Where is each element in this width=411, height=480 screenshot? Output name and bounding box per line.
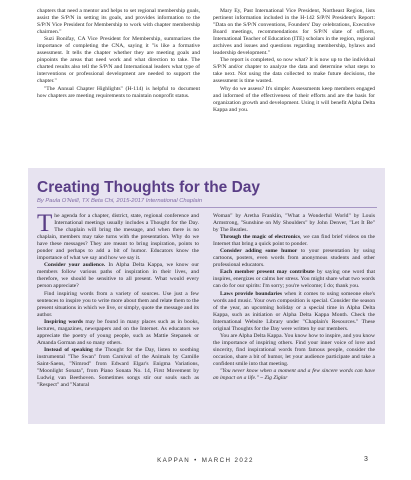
paragraph-text: to your presentation by using cartoons, posters, even words from anonymous students and other professional educators. xyxy=(213,248,375,269)
lead-in: Through the magic of electronics xyxy=(220,234,301,241)
paragraph xyxy=(37,347,199,389)
issue-date: MARCH 2022 xyxy=(201,457,254,464)
top-left-column xyxy=(37,8,200,100)
paragraph-text: he agenda for a chapter, district, state, regional conference and International meetings usually includes a Thought for the Day. The chaplain will bring the message, and when there is no chaplain, members may take turns with the presentation. Why do we have these messages? They are meant to bring inspiration, points to ponder and perhaps to add a bit of humor. Educators know the importance of what we say and how we say it. xyxy=(37,213,199,262)
paragraph: "The Annual Chapter Highlights" (H-114) is helpful to document how chapters are meeting requirements to maintain nonprofit status. xyxy=(37,85,200,99)
paragraph: Woman" by Aretha Franklin, "What a Wonderful World" by Louis Armstrong, "Sunshine on My Shoulders" by John Denver, "Let It Be" by The Beatles. xyxy=(213,213,375,234)
paragraph-text: when it comes to using someone else's words and music. Your own composition is special. Consider the season of the year, an upcoming holiday or a special time in Alpha Delta Kappa, such as initiation or Alpha Delta Kappa Month. Check the International Website Library under "Chaplain's Resources." These original Thoughts for the Day were written by our members. xyxy=(213,290,375,332)
lead-in: Instead of speaking xyxy=(44,346,93,353)
article-title: Creating Thoughts for the Day xyxy=(37,179,261,196)
paragraph xyxy=(213,291,375,333)
paragraph-text: , we can find brief videos on the Internet that bring a quick point to ponder. xyxy=(213,234,375,248)
magazine-name: KAPPAN xyxy=(157,457,191,464)
paragraph-text: the Thought for the Day, listen to soothing instrumental "The Swan" from Carnival of the Animals by Camille Saint-Saens, "Nimrod" from Edward Elgar's Enigma Variations, "Moonlight Sonata", from Piano Sonata No. 14, First Movement by Ludwig van Beethoven. Sometimes songs stir our souls such as "Respect" and "Natural xyxy=(37,346,199,389)
lead-in: Consider your audience. xyxy=(44,262,106,269)
closing-quote: "You never know when a moment and a few sincere words can have an impact on a life." ~ Zig Ziglar xyxy=(213,368,375,382)
title-divider xyxy=(37,207,377,208)
paragraph: Find inspiring words from a variety of sources. Use just a few sentences to inspire you to write more about them and relate them to the present situations in which we live, or simply, quote the message and its author. xyxy=(37,290,199,318)
paragraph: Mary Ey, Past International Vice President, Northeast Region, lists pertinent information included in the H-142 S/P/N President's Report: "Data on the S/P/N conventions, Founders' Day celebrations, Executive Board meetings, recommendations for S/P/N slate of officers, International Teacher of Education (ITE) scholars in the region, regional archives and issues and questions regarding membership, bylaws and leadership development." xyxy=(213,8,375,57)
paragraph: Suzi Bonifay, CA Vice President for Membership, summarizes the importance of completing the CNA, saying it "is like a formative assessment. It tells the chapter whether they are meeting goals and pinpoints the areas that need work and what direction to take. The charted results also tell the S/P/N and International leaders what type of interventions or professional development are needed to support the chapter." xyxy=(37,36,200,85)
article-left-column xyxy=(37,210,199,389)
paragraph-text: may be found in many places such as in books, lectures, magazines, newspapers and on the Internet. As educators we appreciate the poetry of young people, such as Mattie Stepanek or Amanda Gorman and so many others. xyxy=(37,318,199,346)
lead-in: Each member present may contribute xyxy=(220,269,315,276)
article-right-column xyxy=(213,213,375,382)
paragraph: The report is completed, so now what? It is now up to the individual S/P/N and/or chapter to analyze the data and determine what steps to take next. Not using the data collected to make future decisions, the assessment is time wasted. xyxy=(213,57,375,85)
paragraph-text: In Alpha Delta Kappa, we know our members follow various paths of inspiration in their lives, and therefore, we should be sensitive to all present. What would every person appreciate? xyxy=(37,262,199,290)
paragraph: Why do we assess? It's simple: Assessments keep members engaged and informed of the effectiveness of their efforts and are the basis for organization growth and development. Using it will benefit Alpha Delta Kappa and you. xyxy=(213,85,375,113)
paragraph-text: by saying one word that inspires, energizes or calms her stress. You might share what two words can do for our spirits: I'm sorry; you're welcome; I do; thank you. xyxy=(213,269,375,290)
page-number: 3 xyxy=(364,456,368,463)
footer-separator: • xyxy=(194,457,198,464)
paragraph xyxy=(213,269,375,290)
paragraph xyxy=(37,319,199,347)
paragraph xyxy=(213,234,375,248)
paragraph xyxy=(213,248,375,269)
page-footer xyxy=(0,457,411,464)
paragraph: chapters that need a mentor and helps to set regional membership goals, assist the S/P/N in setting its goals, and provides information to the S/P/N Vice President for Membership to work with chapter membership chairmen." xyxy=(37,8,200,36)
top-right-column xyxy=(213,8,375,114)
lead-in: Laws provide boundaries xyxy=(220,290,283,297)
lead-in: Consider adding some humor xyxy=(220,248,298,255)
paragraph: You are Alpha Delta Kappa. You know how to inspire, and you know the importance of inspiring others. Find your inner voice of love and sincerity, find inspirational words from famous people, consider the occasion, share a bit of humor, let your audience participate and take a confident smile into that meeting. xyxy=(213,332,375,367)
lead-in: Inspiring words xyxy=(44,318,84,325)
paragraph xyxy=(37,262,199,290)
paragraph xyxy=(37,210,199,262)
article-byline: By Paula O'Neill, TX Beta Chi, 2015-2017 International Chaplain xyxy=(37,198,203,204)
drop-cap: T xyxy=(37,210,53,237)
